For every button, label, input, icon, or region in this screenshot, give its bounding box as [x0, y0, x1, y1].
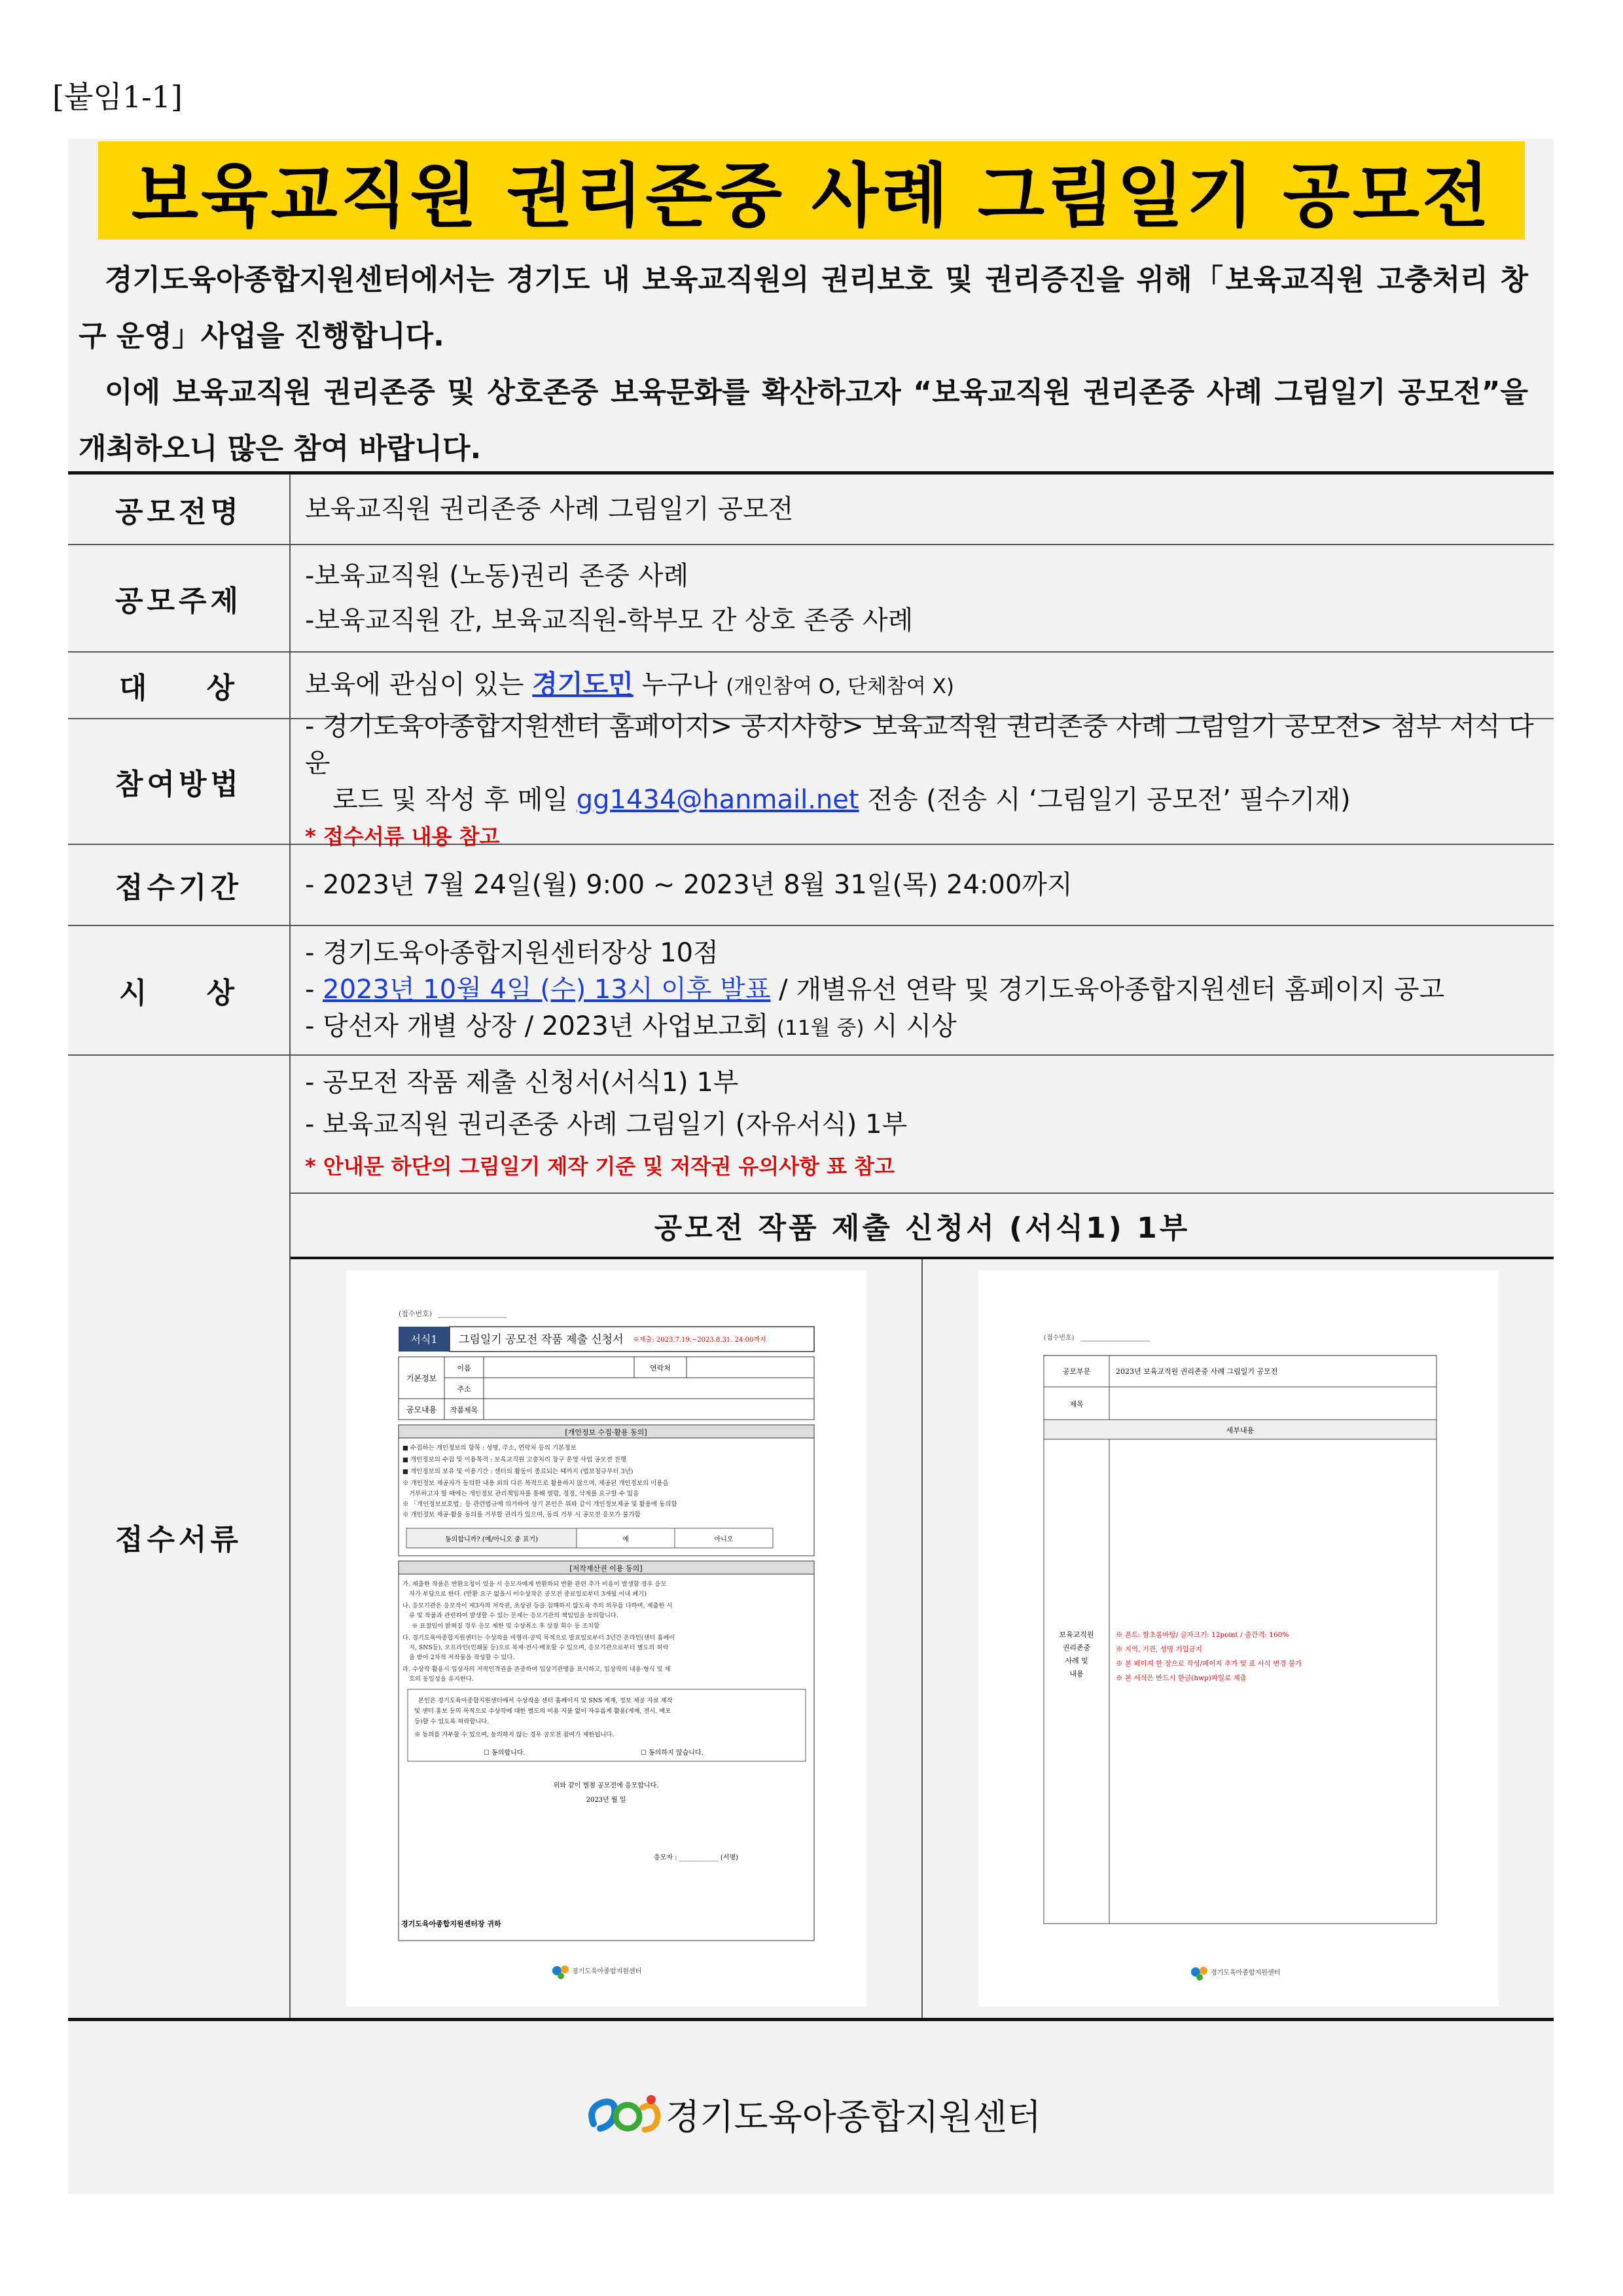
form1-addressee: 경기도육아종합지원센터장 귀하: [401, 1919, 501, 1928]
box-line: 및 센터 홍보 등의 목적으로 수상작에 대한 별도의 비용 지불 없이 자유롭게 활용(게재, 전시, 배포: [414, 1707, 671, 1715]
privacy-line: ※ 개인정보 제공·활용 동의를 거부할 권리가 있으며, 동의 거부 시 공모전 응모가 불가함: [402, 1511, 641, 1518]
form1-agree: ☐ 동의합니다.: [483, 1749, 526, 1757]
form1-copyright-title: [저작재산권 이용 동의]: [569, 1564, 643, 1573]
copyright-line: ※ 표절임이 밝혀질 경우 응모 제한 및 수상취소 후 상장 회수 등 조치함: [411, 1622, 599, 1630]
copyright-line: 나. 응모기관은 응모작이 제3자의 저작권, 초상권 등을 침해하지 않도록 주의 의무를 다하며, 제출한 서: [402, 1602, 672, 1609]
theme-line-1: -보육교직원 (노동)권리 존중 사례: [305, 561, 689, 591]
form1-name: 이름: [456, 1363, 471, 1372]
form2-side-label: 권리존중: [1062, 1643, 1090, 1652]
box-line: 등)할 수 있도록 허락합니다.: [414, 1717, 489, 1725]
form2-side-label: 사례 및: [1064, 1656, 1088, 1665]
row-theme: [68, 545, 1554, 653]
page-title: 보육교직원 권리존중 사례 그림일기 공모전: [131, 156, 1492, 236]
form2-preview: [978, 1270, 1499, 2007]
copyright-line: 지, SNS등), 오프라인(인쇄물 등)으로 복제·전시·배포할 수 있으며, 응모기관으로부터 별도의 허락: [408, 1643, 668, 1651]
form1-cell: [291, 1259, 921, 2018]
target-pre: 보육에 관심이 있는: [305, 669, 533, 700]
award-line-3-pre: - 당선자 개별 상장 / 2023년 사업보고회: [305, 1011, 777, 1041]
award-line-3-post: 시 시상: [864, 1011, 957, 1041]
announce-link[interactable]: 2023년 10월 4일 (수) 13시 이후 발표: [323, 974, 771, 1005]
method-line-2-pre: 로드 및 작성 후 메일: [332, 785, 577, 815]
copyright-line: 호의 동일성을 유지한다.: [408, 1675, 474, 1683]
form2-note: ※ 본 페이지 한 장으로 작성/페이지 추가 및 표 서식 변경 불가: [1115, 1659, 1302, 1668]
row-name: [68, 475, 1554, 545]
form2-category-value: 2023년 보육교직원 권리존중 사례 그림일기 공모전: [1115, 1367, 1277, 1376]
form1-receipt: (접수번호): [398, 1309, 432, 1318]
label-target: 대 상: [68, 653, 291, 718]
form2-title-label: 제목: [1069, 1399, 1084, 1408]
copyright-line: 류 및 작품과 관련하여 발생할 수 있는 문제는 응모기관의 책임임을 동의합니다.: [408, 1611, 618, 1619]
target-highlight: 경기도민: [532, 669, 633, 700]
form1-basic: 기본정보: [406, 1373, 437, 1383]
org-name: 경기도육아종합지원센터: [666, 2096, 1041, 2138]
intro-paragraph-1: 경기도육아종합지원센터에서는 경기도 내 보육교직원의 권리보호 및 권리증진을 위해「보육교직원 고충처리 창구 운영」사업을 진행합니다.: [79, 263, 1528, 353]
privacy-line: ※ 「개인정보보호법」등 관련법규에 의거하여 상기 본인은 위와 같이 개인정보제공 및 활용에 동의함: [402, 1500, 677, 1508]
theme-line-2: -보육교직원 간, 보육교직원-학부모 간 상호 존중 사례: [305, 605, 914, 636]
privacy-line: ※ 개인정보 제공자가 동의한 내용 외의 다른 목적으로 활용하지 않으며, 제공된 개인정보의 이용을: [402, 1479, 669, 1487]
row-award: [68, 926, 1554, 1056]
form1-preview: [346, 1270, 866, 2007]
form2-logo-text: 경기도육아종합지원센터: [1210, 1969, 1280, 1977]
form2-side-label: 보육교직원: [1058, 1630, 1094, 1639]
privacy-line: ■ 개인정보의 수집 및 이용목적 : 보육교직원 고충처리 창구 운영 사업 공모전 진행: [402, 1456, 626, 1463]
footer: [68, 2036, 1554, 2193]
form2-logo-icon: [1191, 1967, 1207, 1981]
method-note: * 접수서류 내용 참고: [305, 824, 500, 849]
method-line-1: - 경기도육아종합지원센터 홈페이지> 공지사항> 보육교직원 권리존중 사례 그림일기 공모전> 첨부 서식 다운: [305, 711, 1534, 778]
email-link[interactable]: gg1434@hanmail.net: [576, 785, 859, 815]
form1-logo-text: 경기도육아종합지원센터: [571, 1967, 641, 1975]
label-period: 접수기간: [68, 845, 291, 925]
form1-content: 공모내용: [406, 1405, 437, 1414]
label-method: 참여방법: [68, 719, 291, 844]
docs-subhead: 공모전 작품 제출 신청서 (서식1) 1부: [291, 1193, 1554, 1259]
privacy-line: 거부하고자 할 때에는 개인정보 관리책임자를 통해 열람, 정정, 삭제를 요구할 수 있음: [408, 1490, 639, 1498]
box-line: ※ 동의를 거부할 수 있으며, 동의하지 않는 경우 공모전 참여가 제한됩니다.: [414, 1731, 614, 1738]
method-line-2-post: 전송 (전송 시 ‘그림일기 공모전’ 필수기재): [859, 785, 1351, 815]
form2-cell: [921, 1259, 1554, 2018]
form1-privacy-title: [개인정보 수집·활용 동의]: [564, 1427, 647, 1437]
value-period: - 2023년 7월 24일(월) 9:00 ~ 2023년 8월 31일(목) 24:00까지: [305, 870, 1073, 900]
target-post: 누구나: [633, 669, 726, 700]
label-theme: 공모주제: [68, 545, 291, 651]
copyright-line: 라. 수상작 활용시 입상자의 저작인격권을 존중하여 입상기관명을 표시하고, 입상작의 내용·형식 및 제: [402, 1665, 671, 1673]
form1-disagree: ☐ 동의하지 않습니다.: [640, 1749, 704, 1757]
form1-apply: 위와 같이 별첨 공모전에 응모합니다.: [553, 1782, 658, 1789]
info-table: [68, 471, 1554, 2021]
form1-deadline: ※제출: 2023.7.19.~2023.8.31. 24:00까지: [632, 1336, 766, 1344]
award-line-2-pre: -: [305, 974, 323, 1005]
title-banner: [98, 141, 1525, 240]
form2-note: ※ 지역, 기관, 성명 기입금지: [1115, 1645, 1202, 1653]
copyright-line: 자가 부담으로 한다. (반환 요구 없을시 미수상작은 공모전 종료일로부터 3개월 이내 폐기): [408, 1590, 647, 1598]
form1-title: 그림일기 공모전 작품 제출 신청서: [458, 1333, 624, 1346]
form1-work-title: 작품제목: [450, 1405, 478, 1414]
target-note: (개인참여 O, 단체참여 X): [726, 674, 954, 698]
form2-note: ※ 본 서식은 반드시 한글(hwp)파일로 제출: [1115, 1674, 1247, 1682]
award-line-1: - 경기도육아종합지원센터장상 10점: [305, 937, 719, 968]
privacy-line: ■ 수집하는 개인정보의 항목 : 성명, 주소, 연락처 등의 기본정보: [402, 1444, 577, 1452]
form1-tag: 서식1: [410, 1333, 438, 1346]
attachment-label: [붙임1-1]: [52, 79, 183, 115]
form2-side-label: 내용: [1069, 1669, 1084, 1678]
docs-note: * 안내문 하단의 그림일기 제작 기준 및 저작권 유의사항 표 참고: [305, 1153, 895, 1179]
copyright-line: 가. 제출한 작품은 반환요청이 있을 시 응모자에게 반환하되 반환 관련 추가 비용이 발생할 경우 응모: [402, 1580, 667, 1588]
row-method: [68, 711, 1554, 849]
award-line-2-post: / 개별유선 연락 및 경기도육아종합지원센터 홈페이지 공고: [770, 974, 1445, 1005]
value-name: 보육교직원 권리존중 사례 그림일기 공모전: [305, 494, 794, 524]
form1-logo-icon: [552, 1965, 569, 1979]
intro: [79, 252, 1528, 477]
form2-category-label: 공모부문: [1062, 1367, 1090, 1376]
form1-address: 주소: [456, 1384, 471, 1393]
box-line: 본인은 경기도육아종합지원센터에서 수상작을 센터 홈페이지 및 SNS 게재, 정보 제공 자료 제작: [418, 1696, 673, 1704]
label-award: 시 상: [68, 926, 291, 1054]
docs-line-1: - 공모전 작품 제출 신청서(서식1) 1부: [305, 1067, 739, 1098]
row-period: [68, 845, 1554, 926]
award-line-3-small: (11월 중): [777, 1016, 865, 1040]
label-name: 공모전명: [68, 475, 291, 544]
form2-receipt: (접수번호): [1043, 1334, 1074, 1342]
consent-yes: 예: [622, 1535, 629, 1543]
consent-no: 아니오: [714, 1535, 733, 1543]
form2-note: ※ 폰트: 함초롬바탕/ 글자크기: 12point / 줄간격: 160%: [1115, 1630, 1289, 1639]
copyright-line: 다. 경기도육아종합지원센터는 수상작을 비영리·공익 목적으로 발표일로부터 3년간 온라인(센터 홈페이: [402, 1634, 675, 1641]
consent-question: 동의합니까? (예/아니오 중 표기): [444, 1535, 538, 1543]
row-docs: [68, 1056, 1554, 2018]
form1-contact: 연락처: [649, 1363, 671, 1372]
form2-detail: 세부내용: [1226, 1426, 1254, 1435]
label-docs: 접수서류: [68, 1056, 291, 2018]
org-logo-icon: [580, 2088, 666, 2140]
privacy-line: ■ 개인정보의 보유 및 이용기간 : 센터의 활동이 종료되는 때까지 (법보칭규부터 3년): [402, 1467, 633, 1475]
form1-applicant: 응모자 : ____________ (서명): [653, 1854, 738, 1861]
form1-date: 2023년 월 일: [586, 1796, 626, 1804]
copyright-line: 을 받아 2차적 저작물을 작성할 수 있다.: [408, 1653, 514, 1661]
intro-paragraph-2: 이에 보육교직원 권리존중 및 상호존중 보육문화를 확산하고자 “보육교직원 권리존중 사례 그림일기 공모전”을 개최하오니 많은 참여 바랍니다.: [79, 376, 1528, 465]
docs-line-2: - 보육교직원 권리존중 사례 그림일기 (자유서식) 1부: [305, 1109, 908, 1139]
